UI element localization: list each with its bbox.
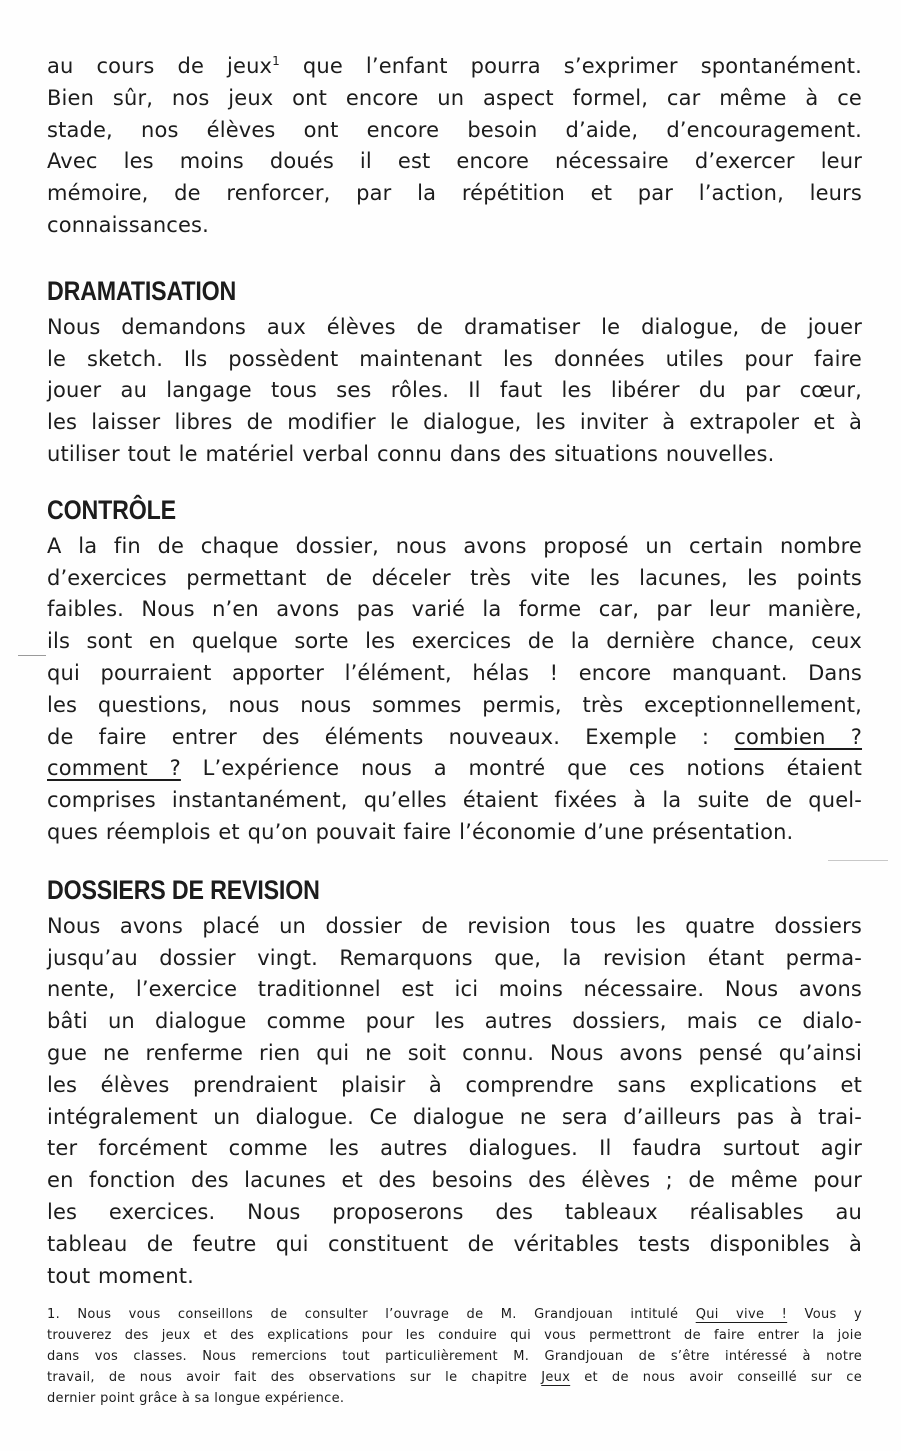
text-line: bâti un dialogue comme pour les autres dossiers, mais ce dialo-: [47, 1009, 862, 1034]
text-line: en fonction des lacunes et des besoins des élèves ; de même pour: [47, 1168, 862, 1193]
text-line: stade, nos élèves ont encore besoin d’aide, d’encouragement.: [47, 117, 862, 142]
footnote-line: 1. Nous vous conseillons de consulter l’ouvrage de M. Grandjouan intitulé Qui vive ! Vous y: [47, 1307, 862, 1323]
text-line: tableau de feutre qui constituent de véritables tests disponibles à: [47, 1231, 862, 1256]
text-line: les laisser libres de modifier le dialogue, les inviter à extrapoler et à: [47, 410, 862, 435]
section-heading-controle: CONTRÔLE: [47, 494, 176, 525]
text-line: le sketch. Ils possèdent maintenant les données utiles pour faire: [47, 346, 862, 371]
text-line: les exercices. Nous proposerons des tableaux réalisables au: [47, 1199, 862, 1224]
text-line: utiliser tout le matériel verbal connu dans des situations nouvelles.: [47, 441, 775, 466]
text-line: gue ne renferme rien qui ne soit connu. Nous avons pensé qu’ainsi: [47, 1040, 862, 1065]
text-line: nente, l’exercice traditionnel est ici moins nécessaire. Nous avons: [47, 977, 862, 1002]
underlined-term: comment ?: [47, 756, 181, 781]
footnote-line: trouverez des jeux et des explications pour les conduire qui vous permettront de faire entrer la joie: [47, 1328, 862, 1344]
text-line: Bien sûr, nos jeux ont encore un aspect formel, car même à ce: [47, 85, 862, 110]
text-line: Nous avons placé un dossier de revision tous les quatre dossiers: [47, 913, 862, 938]
section-heading-dossiers-de-revision: DOSSIERS DE REVISION: [47, 874, 320, 905]
footnote-ref: 1: [272, 54, 280, 68]
section-heading-dramatisation: DRAMATISATION: [47, 275, 237, 306]
footnote: [47, 1304, 862, 1409]
text-line: qui pourraient apporter l’élément, hélas ! encore manquant. Dans: [47, 660, 862, 685]
text-line: intégralement un dialogue. Ce dialogue ne sera d’ailleurs pas à trai-: [47, 1104, 862, 1129]
text-line: les élèves prendraient plaisir à comprendre sans explications et: [47, 1072, 862, 1097]
document-page: [47, 46, 862, 1409]
text-line: faibles. Nous n’en avons pas varié la forme car, par leur manière,: [47, 597, 862, 622]
scan-mark: [18, 655, 46, 656]
text-line: comprises instantanément, qu’elles étaient fixées à la suite de quel-: [47, 788, 862, 813]
text-line: ils sont en quelque sorte les exercices de la dernière chance, ceux: [47, 629, 862, 654]
book-title: Qui vive !: [695, 1307, 788, 1323]
dramatisation-paragraph: [47, 312, 862, 471]
text-line: connaissances.: [47, 212, 209, 237]
text-line: A la fin de chaque dossier, nous avons proposé un certain nombre: [47, 533, 862, 558]
chapter-title: Jeux: [541, 1370, 571, 1386]
text-line: ter forcément comme les autres dialogues. Il faudra surtout agir: [47, 1136, 862, 1161]
text-line: Nous demandons aux élèves de dramatiser le dialogue, de jouer: [47, 314, 862, 339]
underlined-term: combien ?: [734, 724, 863, 749]
text-line: ques réemplois et qu’on pouvait faire l’économie d’une présentation.: [47, 819, 794, 844]
text-line: d’exercices permettant de déceler très vite les lacunes, les points: [47, 565, 862, 590]
scan-mark: [828, 860, 888, 861]
controle-paragraph: [47, 531, 862, 849]
footnote-line: dans vos classes. Nous remercions tout particulièrement M. Grandjouan de s’être intéressé à notre: [47, 1349, 862, 1365]
text-line: jusqu’au dossier vingt. Remarquons que, la revision étant perma-: [47, 945, 862, 970]
text-line: les questions, nous nous sommes permis, très exceptionnellement,: [47, 692, 862, 717]
text-line: de faire entrer des éléments nouveaux. Exemple : combien ?: [47, 724, 863, 749]
text-line: jouer au langage tous ses rôles. Il faut les libérer du par cœur,: [47, 378, 862, 403]
footnote-line: travail, de nous avoir fait des observations sur le chapitre Jeux et de nous avoir conseillé sur ce: [47, 1370, 862, 1386]
text-line: mémoire, de renforcer, par la répétition et par l’action, leurs: [47, 181, 862, 206]
footnote-line: dernier point grâce à sa longue expérience.: [47, 1391, 345, 1407]
revision-paragraph: [47, 911, 862, 1293]
text-line: Avec les moins doués il est encore nécessaire d’exercer leur: [47, 149, 862, 174]
text-line: comment ? L’expérience nous a montré que ces notions étaient: [47, 756, 862, 781]
text-line: tout moment.: [47, 1263, 195, 1288]
intro-paragraph: [47, 46, 862, 242]
text-line: au cours de jeux$^1$ que l’enfant pourra s’exprimer spontanément.: [47, 54, 863, 78]
